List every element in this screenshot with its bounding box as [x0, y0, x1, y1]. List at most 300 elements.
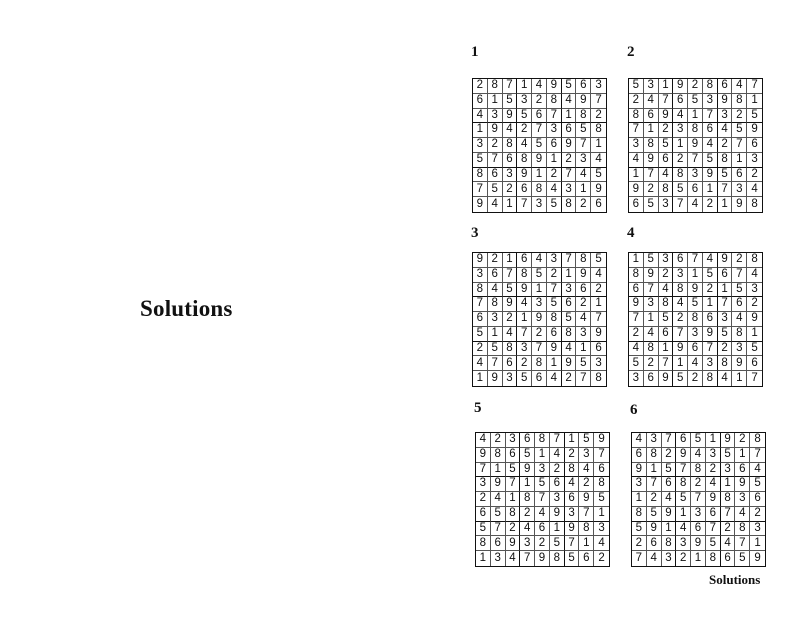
grid-cell: 1	[473, 123, 488, 138]
grid-cell: 8	[503, 342, 518, 357]
grid-cell: 4	[532, 253, 547, 268]
grid-cell: 8	[473, 168, 488, 183]
running-footer: Solutions	[709, 572, 761, 587]
grid-cell: 3	[506, 433, 521, 448]
sudoku-grid-2	[628, 78, 763, 213]
puzzle-number-5: 5	[474, 400, 482, 416]
grid-cell: 4	[706, 477, 721, 492]
grid-cell: 9	[662, 507, 677, 522]
grid-cell: 6	[629, 197, 644, 212]
grid-cell: 8	[506, 507, 521, 522]
grid-cell: 6	[517, 182, 532, 197]
grid-cell: 2	[688, 79, 703, 94]
grid-cell: 8	[659, 297, 674, 312]
grid-cell: 3	[629, 138, 644, 153]
grid-cell: 9	[706, 492, 721, 507]
grid-cell: 1	[503, 253, 518, 268]
grid-cell: 4	[691, 448, 706, 463]
grid-cell: 5	[732, 283, 747, 298]
grid-cell: 1	[473, 371, 488, 386]
puzzle-number-4: 4	[627, 225, 635, 241]
grid-cell: 7	[532, 123, 547, 138]
grid-cell: 9	[673, 79, 688, 94]
grid-cell: 6	[691, 522, 706, 537]
grid-cell: 1	[629, 253, 644, 268]
grid-cell: 3	[735, 492, 750, 507]
grid-cell: 8	[629, 109, 644, 124]
grid-cell: 8	[747, 253, 762, 268]
grid-cell: 3	[517, 342, 532, 357]
grid-cell: 9	[688, 283, 703, 298]
grid-cell: 2	[547, 168, 562, 183]
grid-cell: 8	[732, 327, 747, 342]
grid-cell: 7	[503, 268, 518, 283]
grid-cell: 7	[647, 477, 662, 492]
grid-cell: 8	[751, 197, 758, 210]
grid-cell: 2	[506, 522, 521, 537]
grid-cell: 2	[747, 168, 762, 183]
grid-cell: 2	[576, 197, 591, 212]
grid-cell: 6	[688, 182, 703, 197]
grid-cell: 5	[632, 522, 647, 537]
grid-cell: 4	[503, 327, 518, 342]
grid-cell: 6	[703, 312, 718, 327]
grid-cell: 4	[688, 356, 703, 371]
grid-cell: 1	[550, 522, 565, 537]
grid-cell: 3	[550, 492, 565, 507]
grid-cell: 5	[676, 492, 691, 507]
grid-cell: 3	[473, 268, 488, 283]
grid-cell: 7	[688, 153, 703, 168]
grid-cell: 4	[491, 492, 506, 507]
grid-cell: 5	[506, 463, 521, 478]
grid-cell: 5	[732, 123, 747, 138]
grid-cell: 6	[747, 356, 762, 371]
grid-cell: 3	[750, 522, 765, 537]
grid-cell: 2	[535, 536, 550, 551]
grid-cell: 9	[503, 109, 518, 124]
grid-cell: 1	[562, 109, 577, 124]
grid-cell: 9	[659, 371, 674, 386]
grid-cell: 1	[591, 138, 606, 153]
grid-cell: 6	[476, 507, 491, 522]
grid-cell: 7	[644, 283, 659, 298]
grid-cell: 3	[629, 371, 644, 386]
grid-cell: 3	[579, 448, 594, 463]
grid-cell: 7	[565, 536, 580, 551]
grid-cell: 1	[488, 94, 503, 109]
grid-cell: 6	[647, 536, 662, 551]
grid-cell: 7	[488, 356, 503, 371]
grid-cell: 6	[750, 492, 765, 507]
grid-cell: 7	[579, 507, 594, 522]
grid-cell: 8	[473, 283, 488, 298]
grid-cell: 4	[629, 342, 644, 357]
grid-cell: 4	[550, 448, 565, 463]
grid-cell: 9	[594, 433, 609, 448]
grid-cell: 8	[691, 463, 706, 478]
grid-cell: 1	[691, 551, 706, 566]
grid-cell: 2	[647, 492, 662, 507]
grid-cell: 9	[506, 536, 521, 551]
grid-cell: 2	[718, 138, 733, 153]
grid-cell: 7	[659, 356, 674, 371]
grid-cell: 8	[576, 253, 591, 268]
grid-cell: 2	[576, 297, 591, 312]
grid-cell: 7	[632, 551, 647, 566]
grid-cell: 7	[520, 551, 535, 566]
grid-cell: 6	[503, 153, 518, 168]
grid-cell: 5	[735, 551, 750, 566]
grid-cell: 9	[691, 536, 706, 551]
grid-cell: 8	[550, 551, 565, 566]
grid-cell: 9	[473, 197, 488, 212]
grid-cell: 6	[732, 297, 747, 312]
grid-cell: 5	[565, 551, 580, 566]
grid-cell: 2	[706, 463, 721, 478]
grid-cell: 2	[703, 197, 718, 212]
grid-cell: 7	[735, 536, 750, 551]
grid-cell: 6	[576, 79, 591, 94]
grid-cell: 2	[488, 138, 503, 153]
grid-cell: 9	[644, 153, 659, 168]
grid-cell: 3	[632, 477, 647, 492]
grid-cell: 7	[706, 522, 721, 537]
grid-cell: 4	[547, 182, 562, 197]
sudoku-grid-6	[631, 432, 766, 567]
grid-cell: 1	[659, 79, 674, 94]
grid-cell: 4	[703, 253, 718, 268]
grid-cell: 5	[721, 448, 736, 463]
grid-cell: 4	[562, 94, 577, 109]
grid-cell: 4	[718, 123, 733, 138]
grid-cell: 6	[673, 253, 688, 268]
grid-cell: 2	[735, 433, 750, 448]
grid-cell: 6	[579, 551, 594, 566]
grid-cell: 3	[591, 79, 606, 94]
grid-cell: 1	[706, 433, 721, 448]
grid-cell: 3	[520, 536, 535, 551]
grid-cell: 4	[662, 492, 677, 507]
grid-cell: 8	[676, 477, 691, 492]
grid-cell: 5	[647, 507, 662, 522]
grid-cell: 1	[732, 371, 747, 386]
page-title: Solutions	[140, 296, 233, 321]
grid-cell: 2	[547, 268, 562, 283]
grid-cell: 6	[732, 168, 747, 183]
grid-cell: 9	[491, 477, 506, 492]
grid-cell: 6	[550, 477, 565, 492]
grid-cell: 6	[594, 463, 609, 478]
grid-cell: 3	[721, 463, 736, 478]
grid-cell: 4	[579, 463, 594, 478]
grid-cell: 7	[506, 477, 521, 492]
grid-cell: 4	[747, 182, 762, 197]
grid-cell: 5	[476, 522, 491, 537]
grid-cell: 9	[532, 153, 547, 168]
sudoku-grid-1	[472, 78, 607, 213]
grid-cell: 7	[591, 94, 606, 109]
grid-cell: 9	[718, 253, 733, 268]
grid-cell: 7	[691, 492, 706, 507]
grid-cell: 8	[520, 492, 535, 507]
grid-cell: 6	[517, 253, 532, 268]
grid-cell: 6	[718, 268, 733, 283]
grid-cell: 2	[629, 94, 644, 109]
grid-cell: 1	[506, 492, 521, 507]
grid-cell: 2	[732, 253, 747, 268]
grid-cell: 9	[473, 253, 488, 268]
grid-cell: 5	[576, 356, 591, 371]
grid-cell: 7	[718, 297, 733, 312]
grid-cell: 8	[594, 477, 609, 492]
grid-cell: 1	[591, 297, 606, 312]
grid-cell: 5	[532, 268, 547, 283]
grid-cell: 1	[750, 536, 765, 551]
grid-cell: 8	[644, 342, 659, 357]
grid-cell: 3	[662, 551, 677, 566]
grid-cell: 3	[488, 109, 503, 124]
grid-cell: 2	[488, 253, 503, 268]
grid-cell: 3	[691, 507, 706, 522]
grid-cell: 8	[565, 463, 580, 478]
grid-cell: 3	[565, 507, 580, 522]
grid-cell: 5	[747, 342, 762, 357]
grid-cell: 4	[718, 371, 733, 386]
grid-cell: 1	[688, 109, 703, 124]
grid-cell: 4	[721, 536, 736, 551]
grid-cell: 9	[754, 551, 761, 564]
grid-cell: 9	[576, 268, 591, 283]
grid-cell: 1	[673, 356, 688, 371]
grid-cell: 2	[550, 463, 565, 478]
grid-cell: 7	[662, 433, 677, 448]
grid-cell: 4	[517, 297, 532, 312]
grid-cell: 9	[703, 327, 718, 342]
grid-cell: 1	[747, 94, 762, 109]
grid-cell: 6	[673, 94, 688, 109]
grid-cell: 2	[591, 109, 606, 124]
grid-cell: 5	[659, 312, 674, 327]
grid-cell: 3	[644, 297, 659, 312]
grid-cell: 5	[673, 371, 688, 386]
grid-cell: 3	[476, 477, 491, 492]
grid-cell: 4	[647, 551, 662, 566]
grid-cell: 8	[632, 507, 647, 522]
grid-cell: 5	[517, 371, 532, 386]
grid-cell: 3	[688, 327, 703, 342]
grid-cell: 6	[632, 448, 647, 463]
grid-cell: 3	[488, 312, 503, 327]
grid-cell: 7	[673, 197, 688, 212]
grid-cell: 1	[517, 312, 532, 327]
grid-cell: 2	[732, 109, 747, 124]
grid-cell: 4	[503, 123, 518, 138]
grid-cell: 5	[750, 477, 765, 492]
grid-cell: 2	[565, 448, 580, 463]
grid-cell: 9	[565, 522, 580, 537]
grid-cell: 9	[532, 312, 547, 327]
grid-cell: 3	[732, 342, 747, 357]
grid-cell: 7	[562, 253, 577, 268]
grid-cell: 6	[595, 197, 602, 210]
grid-cell: 3	[517, 94, 532, 109]
grid-cell: 4	[476, 433, 491, 448]
grid-cell: 5	[473, 327, 488, 342]
grid-cell: 8	[688, 123, 703, 138]
grid-cell: 4	[547, 371, 562, 386]
grid-cell: 8	[488, 79, 503, 94]
grid-cell: 1	[535, 448, 550, 463]
grid-cell: 1	[476, 551, 491, 566]
grid-cell: 3	[644, 79, 659, 94]
grid-cell: 2	[503, 312, 518, 327]
grid-cell: 9	[562, 138, 577, 153]
grid-cell: 6	[547, 327, 562, 342]
grid-cell: 2	[644, 356, 659, 371]
grid-cell: 7	[688, 253, 703, 268]
grid-cell: 3	[732, 182, 747, 197]
grid-cell: 5	[579, 433, 594, 448]
grid-cell: 8	[644, 138, 659, 153]
grid-cell: 7	[747, 79, 762, 94]
grid-cell: 9	[517, 168, 532, 183]
grid-cell: 1	[632, 492, 647, 507]
grid-cell: 2	[532, 327, 547, 342]
grid-cell: 1	[562, 268, 577, 283]
grid-cell: 5	[532, 138, 547, 153]
grid-cell: 4	[532, 79, 547, 94]
grid-cell: 9	[550, 507, 565, 522]
grid-cell: 5	[488, 182, 503, 197]
grid-cell: 7	[594, 448, 609, 463]
grid-cell: 2	[598, 551, 605, 564]
grid-cell: 1	[532, 168, 547, 183]
grid-cell: 7	[576, 371, 591, 386]
grid-cell: 4	[473, 109, 488, 124]
grid-cell: 5	[520, 448, 535, 463]
grid-cell: 3	[562, 182, 577, 197]
grid-cell: 4	[488, 283, 503, 298]
grid-cell: 9	[517, 283, 532, 298]
grid-cell: 6	[644, 371, 659, 386]
grid-cell: 9	[503, 297, 518, 312]
grid-cell: 8	[629, 268, 644, 283]
grid-cell: 1	[594, 507, 609, 522]
grid-cell: 4	[703, 138, 718, 153]
grid-cell: 2	[520, 507, 535, 522]
grid-cell: 4	[659, 168, 674, 183]
grid-cell: 8	[488, 297, 503, 312]
grid-cell: 6	[473, 312, 488, 327]
grid-cell: 7	[732, 138, 747, 153]
grid-cell: 9	[747, 312, 762, 327]
grid-cell: 2	[476, 492, 491, 507]
grid-cell: 7	[732, 268, 747, 283]
grid-cell: 6	[473, 94, 488, 109]
grid-cell: 3	[591, 356, 606, 371]
grid-cell: 8	[735, 522, 750, 537]
grid-cell: 8	[562, 197, 577, 212]
grid-cell: 4	[576, 168, 591, 183]
grid-cell: 1	[676, 507, 691, 522]
grid-cell: 8	[750, 433, 765, 448]
grid-cell: 5	[503, 283, 518, 298]
grid-cell: 8	[532, 356, 547, 371]
grid-cell: 2	[517, 356, 532, 371]
grid-cell: 1	[576, 182, 591, 197]
grid-cell: 1	[703, 297, 718, 312]
grid-cell: 8	[659, 182, 674, 197]
grid-cell: 8	[703, 79, 718, 94]
grid-cell: 4	[750, 463, 765, 478]
grid-cell: 2	[688, 371, 703, 386]
grid-cell: 4	[562, 342, 577, 357]
grid-cell: 9	[659, 109, 674, 124]
grid-cell: 9	[732, 356, 747, 371]
grid-cell: 2	[676, 551, 691, 566]
grid-cell: 5	[718, 168, 733, 183]
grid-cell: 6	[735, 463, 750, 478]
grid-cell: 9	[735, 477, 750, 492]
grid-cell: 8	[718, 153, 733, 168]
grid-cell: 1	[517, 79, 532, 94]
grid-cell: 7	[703, 109, 718, 124]
grid-cell: 8	[673, 283, 688, 298]
grid-cell: 3	[547, 253, 562, 268]
grid-cell: 8	[517, 153, 532, 168]
grid-cell: 4	[520, 522, 535, 537]
grid-cell: 8	[732, 94, 747, 109]
puzzle-number-6: 6	[630, 402, 638, 418]
grid-cell: 9	[629, 297, 644, 312]
grid-cell: 7	[532, 342, 547, 357]
grid-cell: 9	[747, 123, 762, 138]
grid-cell: 7	[591, 312, 606, 327]
grid-cell: 6	[565, 492, 580, 507]
grid-cell: 4	[535, 507, 550, 522]
grid-cell: 2	[673, 153, 688, 168]
grid-cell: 8	[703, 371, 718, 386]
grid-cell: 2	[721, 522, 736, 537]
grid-cell: 1	[503, 197, 518, 212]
puzzle-number-3: 3	[471, 225, 479, 241]
grid-cell: 2	[562, 153, 577, 168]
grid-cell: 8	[547, 94, 562, 109]
grid-cell: 7	[491, 522, 506, 537]
grid-cell: 1	[718, 197, 733, 212]
grid-cell: 4	[747, 268, 762, 283]
puzzle-number-1: 1	[471, 44, 479, 60]
grid-cell: 5	[659, 138, 674, 153]
grid-cell: 6	[706, 507, 721, 522]
grid-cell: 1	[662, 522, 677, 537]
grid-cell: 1	[673, 138, 688, 153]
grid-cell: 2	[629, 327, 644, 342]
grid-cell: 7	[488, 153, 503, 168]
grid-cell: 6	[721, 551, 736, 566]
grid-cell: 3	[673, 268, 688, 283]
grid-cell: 5	[706, 536, 721, 551]
grid-cell: 5	[562, 312, 577, 327]
grid-cell: 6	[718, 79, 733, 94]
grid-cell: 5	[550, 536, 565, 551]
grid-cell: 2	[517, 123, 532, 138]
grid-cell: 4	[473, 356, 488, 371]
grid-cell: 6	[629, 283, 644, 298]
grid-cell: 6	[662, 477, 677, 492]
grid-cell: 5	[488, 342, 503, 357]
